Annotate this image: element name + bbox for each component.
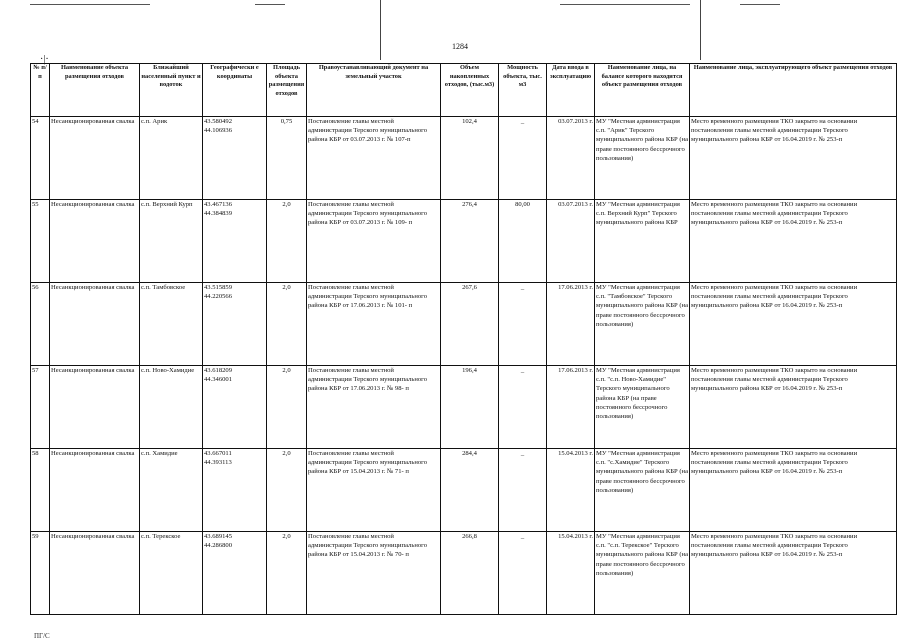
scan-edge-line: [560, 4, 690, 5]
col-header-document: Правоустанавливающий документ на земельный участок: [307, 64, 441, 117]
cell-object: Несанкционированная свалка: [50, 200, 140, 283]
cell-area: 2,0: [267, 200, 307, 283]
cell-volume: 266,8: [441, 532, 499, 615]
cell-volume: 267,6: [441, 283, 499, 366]
cell-volume: 284,4: [441, 449, 499, 532]
cell-capacity: _: [499, 449, 547, 532]
cell-date: 15.04.2013 г.: [547, 449, 595, 532]
table-row: [31, 283, 897, 366]
cell-document: Постановление главы местной администрации Терского муниципального района КБР от 15.04.2013 г. № 71- п: [307, 449, 441, 532]
col-header-volume: Объем накопленных отходов, (тыс.м3): [441, 64, 499, 117]
cell-locality: с.п. Арик: [140, 117, 203, 200]
cell-owner: МУ "Местная администрация с.п. "Тамбовское" Терского муниципального района КБР (на праве постоянного бессрочного пользования): [595, 283, 690, 366]
cell-object: Несанкционированная свалка: [50, 449, 140, 532]
table-row: [31, 366, 897, 449]
cell-volume: 102,4: [441, 117, 499, 200]
cell-locality: с.п. Терекское: [140, 532, 203, 615]
table-row: [31, 532, 897, 615]
cell-capacity: _: [499, 117, 547, 200]
cell-area: 2,0: [267, 366, 307, 449]
cell-object: Несанкционированная свалка: [50, 532, 140, 615]
cell-operator: Место временного размещения ТКО закрыто на основании постановления главы местной администрации Терского муниципального района КБР от 16.04.2019 г. № 253-п: [690, 366, 897, 449]
cell-object: Несанкционированная свалка: [50, 366, 140, 449]
cell-owner: МУ "Местная администрация с.п. "с.п. Терекское" Терского муниципального района КБР (на праве постоянного бессрочного пользования): [595, 532, 690, 615]
cell-document: Постановление главы местной администрации Терского муниципального района КБР от 03.07.2013 г. № 109- п: [307, 200, 441, 283]
cell-object: Несанкционированная свалка: [50, 283, 140, 366]
cell-capacity: _: [499, 283, 547, 366]
footer-mark: ПГ/С: [34, 632, 50, 640]
cell-document: Постановление главы местной администрации Терского муниципального района КБР от 15.04.2013 г. № 70- п: [307, 532, 441, 615]
scan-fold-line: [700, 0, 701, 60]
col-header-num: № п/п: [31, 64, 50, 117]
cell-locality: с.п. Тамбовское: [140, 283, 203, 366]
cell-volume: 276,4: [441, 200, 499, 283]
cell-coords: 43.667011 44.393113: [203, 449, 267, 532]
cell-locality: с.п. Ново-Хамидие: [140, 366, 203, 449]
cell-owner: МУ "Местная администрация с.п. "с.п. Ново-Хамидие" Терского муниципального района КБР (на праве постоянного бессрочного пользования): [595, 366, 690, 449]
cell-area: 2,0: [267, 532, 307, 615]
table-row: [31, 117, 897, 200]
cell-capacity: 80,00: [499, 200, 547, 283]
col-header-capacity: Мощность объекта, тыс. м3: [499, 64, 547, 117]
cell-operator: Место временного размещения ТКО закрыто на основании постановления главы местной администрации Терского муниципального района КБР от 16.04.2019 г. № 253-п: [690, 283, 897, 366]
col-header-owner: Наименование лица, на балансе которого находится объект размещения отходов: [595, 64, 690, 117]
table-row: [31, 200, 897, 283]
cell-num: 55: [31, 200, 50, 283]
col-header-object: Наименование объекта размещения отходов: [50, 64, 140, 117]
cell-date: 17.06.2013 г.: [547, 283, 595, 366]
col-header-operator: Наименование лица, эксплуатирующего объект размещения отходов: [690, 64, 897, 117]
scan-edge-line: [30, 4, 150, 5]
waste-sites-table: [30, 63, 897, 615]
cell-num: 56: [31, 283, 50, 366]
cell-volume: 196,4: [441, 366, 499, 449]
cell-area: 2,0: [267, 283, 307, 366]
margin-mark: ·|·: [40, 54, 49, 65]
cell-document: Постановление главы местной администрации Терского муниципального района КБР от 17.06.2013 г. № 101- п: [307, 283, 441, 366]
page-number: 1284: [452, 42, 468, 51]
cell-date: 03.07.2013 г.: [547, 117, 595, 200]
cell-capacity: _: [499, 366, 547, 449]
cell-operator: Место временного размещения ТКО закрыто на основании постановления главы местной администрации Терского муниципального района КБР от 16.04.2019 г. № 253-п: [690, 117, 897, 200]
col-header-area: Площадь объекта размещения отходов: [267, 64, 307, 117]
cell-document: Постановление главы местной администрации Терского муниципального района КБР от 03.07.2013 г. № 107-п: [307, 117, 441, 200]
cell-num: 57: [31, 366, 50, 449]
cell-coords: 43.467136 44.384839: [203, 200, 267, 283]
cell-locality: с.п. Верхний Курп: [140, 200, 203, 283]
cell-owner: МУ "Местная администрация с.п. "Арик" Терского муниципального района КБР (на праве постоянного бессрочного пользования): [595, 117, 690, 200]
cell-coords: 43.689145 44.286800: [203, 532, 267, 615]
cell-date: 03.07.2013 г.: [547, 200, 595, 283]
cell-coords: 43.618209 44.346001: [203, 366, 267, 449]
col-header-locality: Ближайший населенный пункт и водоток: [140, 64, 203, 117]
cell-num: 59: [31, 532, 50, 615]
cell-coords: 43.515859 44.220566: [203, 283, 267, 366]
cell-document: Постановление главы местной администрации Терского муниципального района КБР от 17.06.2013 г. № 98- п: [307, 366, 441, 449]
cell-date: 15.04.2013 г.: [547, 532, 595, 615]
cell-coords: 43.580492 44.106936: [203, 117, 267, 200]
cell-owner: МУ "Местная администрация с.п. "с.Хамидие" Терского муниципального района КБР (на праве постоянного бессрочного пользования): [595, 449, 690, 532]
cell-object: Несанкционированная свалка: [50, 117, 140, 200]
scan-fold-line: [380, 0, 381, 60]
cell-date: 17.06.2013 г.: [547, 366, 595, 449]
cell-capacity: _: [499, 532, 547, 615]
col-header-coords: Географически е координаты: [203, 64, 267, 117]
cell-num: 54: [31, 117, 50, 200]
cell-operator: Место временного размещения ТКО закрыто на основании постановления главы местной администрации Терского муниципального района КБР от 16.04.2019 г. № 253-п: [690, 449, 897, 532]
cell-area: 2,0: [267, 449, 307, 532]
cell-num: 58: [31, 449, 50, 532]
cell-operator: Место временного размещения ТКО закрыто на основании постановления главы местной администрации Терского муниципального района КБР от 16.04.2019 г. № 253-п: [690, 200, 897, 283]
col-header-date: Дата ввода в эксплуатацию: [547, 64, 595, 117]
cell-operator: Место временного размещения ТКО закрыто на основании постановления главы местной администрации Терского муниципального района КБР от 16.04.2019 г. № 253-п: [690, 532, 897, 615]
header-row: [31, 64, 897, 117]
cell-owner: МУ "Местная администрация с.п. Верхний Курп" Терского муниципального района КБР: [595, 200, 690, 283]
table-body: [31, 117, 897, 615]
scan-edge-line: [740, 4, 780, 5]
cell-area: 0,75: [267, 117, 307, 200]
cell-locality: с.п. Хамидие: [140, 449, 203, 532]
scan-edge-line: [255, 4, 285, 5]
table-header: [31, 64, 897, 117]
table-row: [31, 449, 897, 532]
